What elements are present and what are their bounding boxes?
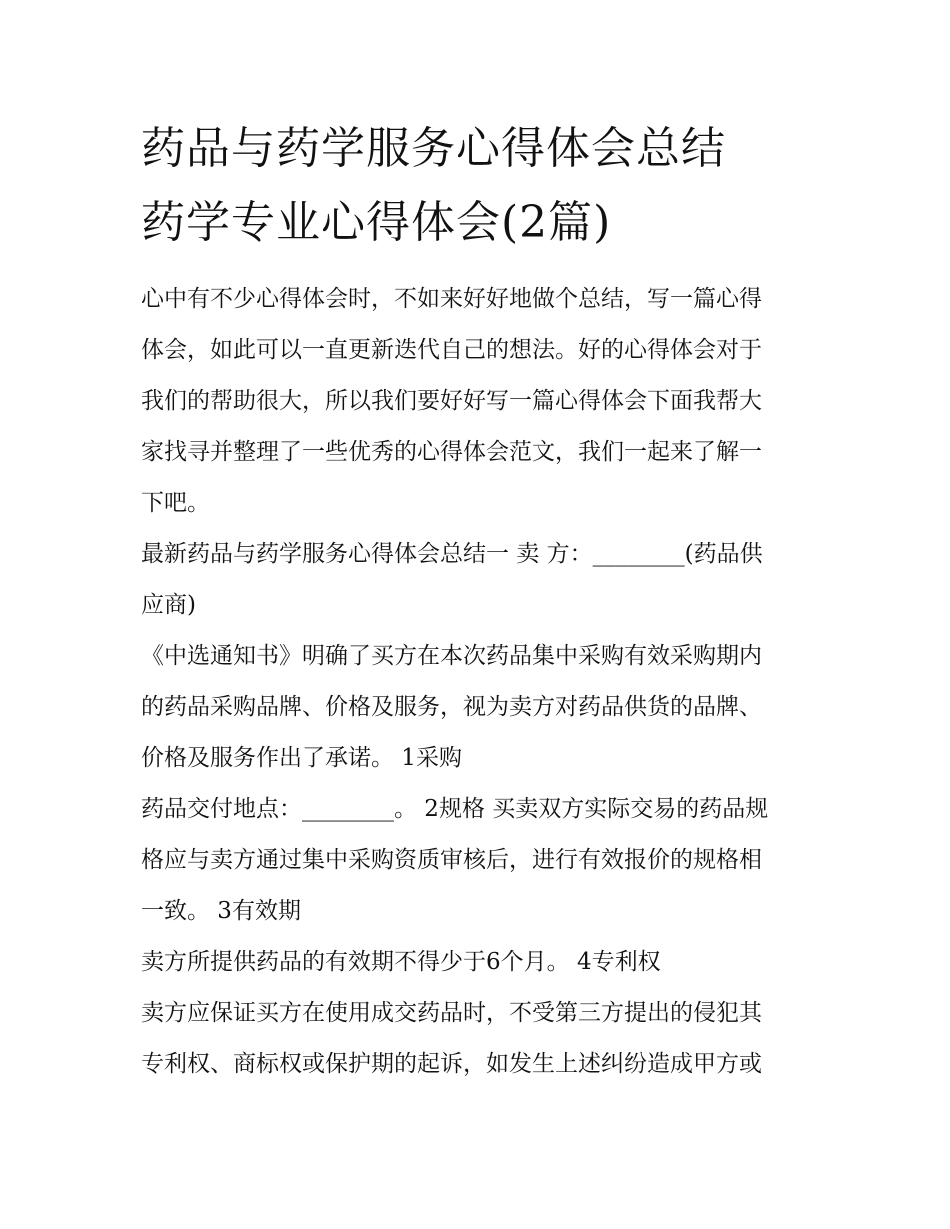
paragraph-delivery: 药品交付地点：________。 2规格 买卖双方实际交易的药品规 格应与卖方通过集中采购资质审核后，进行有效报价的规格相 一致。 3有效期 bbox=[141, 796, 769, 924]
paragraph-notice: 《中选通知书》明确了买方在本次药品集中采购有效采购期内 的药品采购品牌、价格及服务，视为卖方对药品供货的品牌、 价格及服务作出了承诺。 1采购 bbox=[141, 643, 762, 771]
paragraph-seller: 最新药品与药学服务心得体会总结一 卖 方：________(药品供 应商) bbox=[141, 541, 763, 618]
document-title: 药品与药学服务心得体会总结 药学专业心得体会(2篇) bbox=[141, 123, 726, 248]
paragraph-validity: 卖方所提供药品的有效期不得少于6个月。 4专利权 bbox=[141, 949, 661, 975]
paragraph-patent: 卖方应保证买方在使用成交药品时，不受第三方提出的侵犯其 专利权、商标权或保护期的起诉，如发生上述纠纷造成甲方或 bbox=[141, 1000, 762, 1077]
paragraph-intro: 心中有不少心得体会时，不如来好好地做个总结，写一篇心得 体会，如此可以一直更新迭代自己的想法。好的心得体会对于 我们的帮助很大，所以我们要好好写一篇心得体会下面我帮大 家找寻并整理了一些优秀的心得体会范文，我们一起来了解一 下吧。 bbox=[141, 286, 762, 516]
document-page bbox=[141, 112, 813, 1090]
